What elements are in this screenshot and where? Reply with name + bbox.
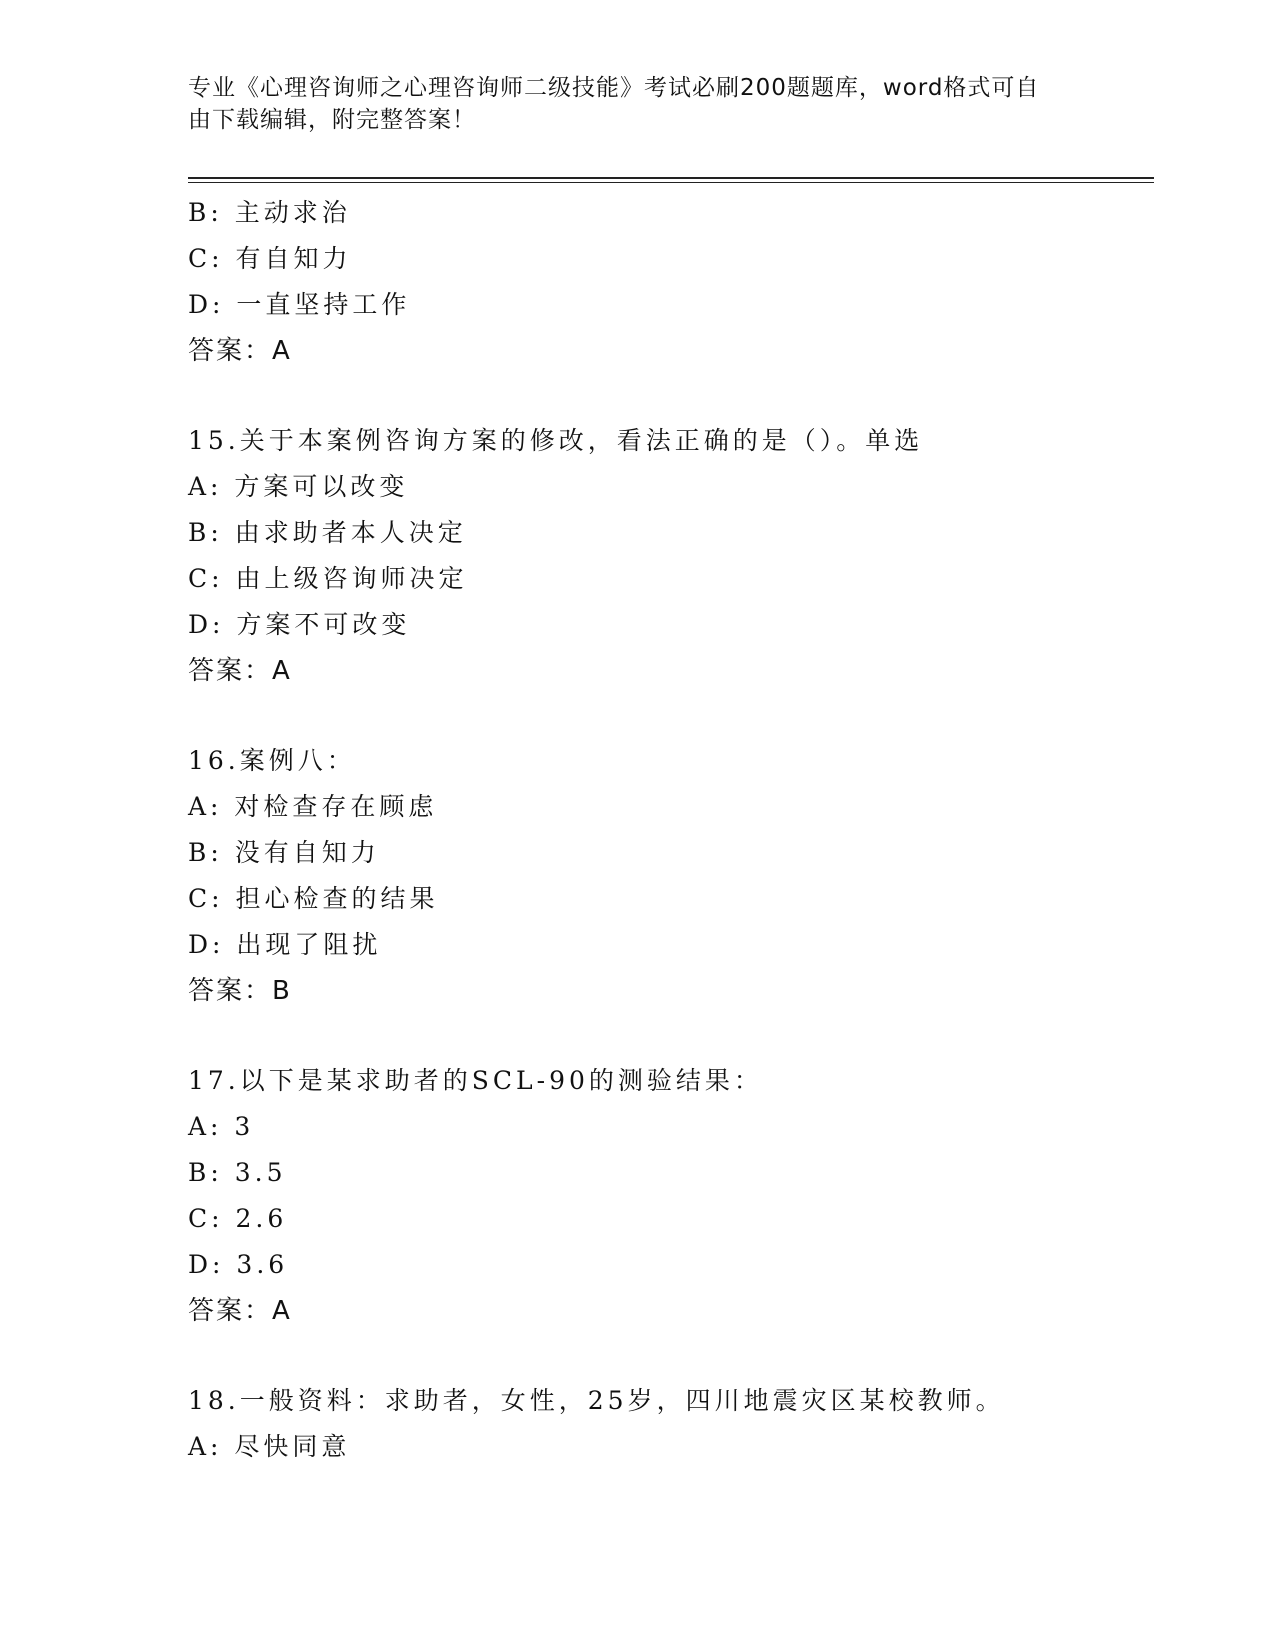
- question-text: 15.关于本案例咨询方案的修改，看法正确的是（）。单选: [188, 426, 924, 455]
- header-line-1: 专业《心理咨询师之心理咨询师二级技能》考试必刷200题题库，word格式可自: [188, 75, 1040, 101]
- question-block-15: [188, 418, 1148, 694]
- option-a: A: 方案可以改变: [188, 472, 409, 501]
- answer-line: 答案：B: [188, 976, 292, 1006]
- document-header: [188, 72, 1088, 136]
- header-divider-thin: [188, 182, 1154, 183]
- question-list: [188, 190, 1148, 1470]
- answer-line: 答案：A: [188, 336, 292, 366]
- option-c: C: 有自知力: [188, 244, 352, 273]
- option-d: D: 一直坚持工作: [188, 290, 411, 319]
- option-b: B: 主动求治: [188, 198, 351, 227]
- answer-line: 答案：A: [188, 1296, 292, 1326]
- header-divider-thick: [188, 177, 1154, 179]
- option-a: A: 尽快同意: [188, 1432, 351, 1461]
- option-d: D: 方案不可改变: [188, 610, 411, 639]
- question-text: 17.以下是某求助者的SCL-90的测验结果：: [188, 1066, 763, 1095]
- option-a: A: 3: [188, 1112, 255, 1141]
- option-b: B: 由求助者本人决定: [188, 518, 467, 547]
- option-a: A: 对检查存在顾虑: [188, 792, 438, 821]
- option-c: C: 担心检查的结果: [188, 884, 439, 913]
- option-b: B: 没有自知力: [188, 838, 380, 867]
- header-line-2: 由下载编辑，附完整答案！: [188, 107, 476, 133]
- question-text: 18.一般资料：求助者，女性，25岁，四川地震灾区某校教师。: [188, 1386, 1005, 1415]
- answer-line: 答案：A: [188, 656, 292, 686]
- option-c: C: 由上级咨询师决定: [188, 564, 468, 593]
- option-d: D: 3.6: [188, 1250, 289, 1279]
- question-block-18: [188, 1378, 1148, 1470]
- option-d: D: 出现了阻扰: [188, 930, 382, 959]
- option-c: C: 2.6: [188, 1204, 288, 1233]
- option-b: B: 3.5: [188, 1158, 287, 1187]
- question-block-16: [188, 738, 1148, 1014]
- question-block-14: [188, 190, 1148, 374]
- question-text: 16.案例八：: [188, 746, 356, 775]
- question-block-17: [188, 1058, 1148, 1334]
